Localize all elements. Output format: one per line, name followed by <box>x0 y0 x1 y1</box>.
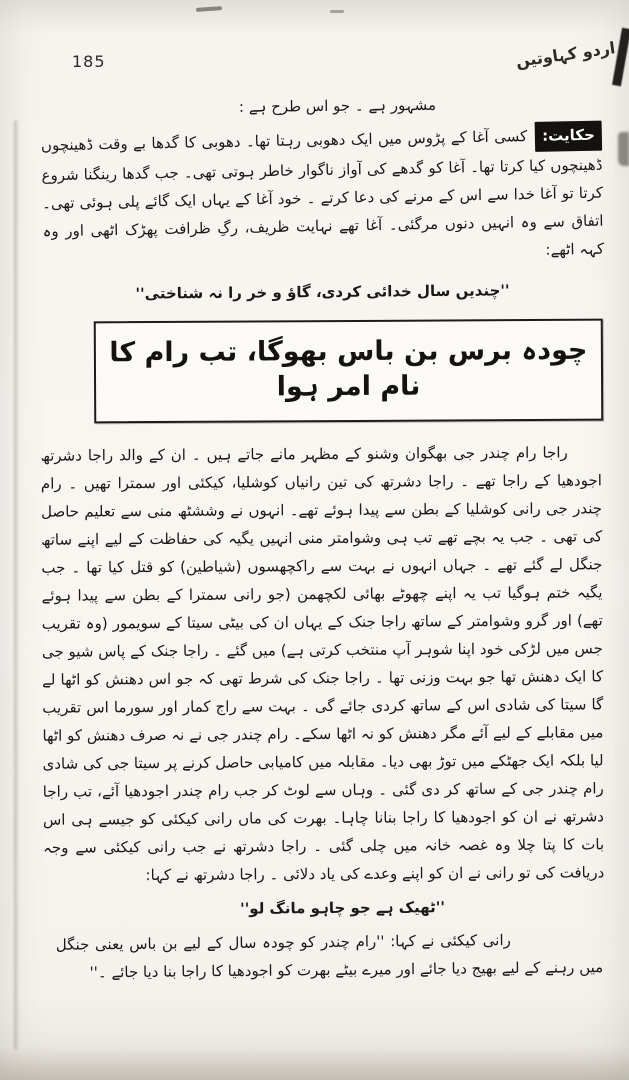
page-number: 185 <box>72 52 106 71</box>
proverb-heading: چودہ برس بن باس بھوگا، تب رام کا نام امر ہوا <box>109 334 588 403</box>
scan-shadow-left-edge <box>14 120 19 1050</box>
dashrath-quote: ''ٹھیک ہے جو چاہو مانگ لو'' <box>240 898 445 918</box>
scan-speck <box>196 6 222 12</box>
carryover-line: مشہور ہے ۔ جو اس طرح ہے : <box>238 95 437 116</box>
page-content <box>42 92 603 984</box>
proverb-heading-box <box>94 319 604 424</box>
scan-speck <box>330 10 344 13</box>
running-title: اردو کہاوتیں <box>514 38 617 71</box>
hikayat-label: حکایت: <box>535 121 602 152</box>
story-paragraph: راجا رام چندر جی بھگوان وشنو کے مظہر مانے جاتے ہیں ۔ ان کے والد راجا دشرتھ اجودھیا کے راجا تھے ۔ راجا دشرتھ کی تین رانیاں کوشلیا، کیکئی اور سمترا تھیں ۔ رام چندر جی رانی کوشلیا کے بطن سے پیدا ہوئے تھے۔ انہوں نے وششٹھ منی سے تعلیم حاصل کی تھی ۔ جب یہ بچے تھے تب ہی وشوامتر منی انہیں یگیہ کی حفاظت کے لیے اپنے ساتھ جنگل لے گئے تھے ۔ جہاں انہوں نے بہت سے راکچھسوں (شیاطین) کو قتل کیا تھا ۔ جب یگیہ ختم ہوگیا تب یہ اپنے چھوٹے بھائی لکچھمن (جو رانی سمترا کے بطن سے پیدا ہوئے تھے) اور گرو وشوامتر کے ساتھ راجا جنک کے یہاں ان کی بیٹی سیتا کے سویمور (وہ تقریب جس میں لڑکی خود اپنا شوہر آپ منتخب کرتی ہے) میں گئے ۔ راجا جنک کے پاس شیو جی کا ایک دھنش تھا جو بہت وزنی تھا ۔ راجا جنک کی شرط تھی کہ جو اس دھنش کو اٹھا لے گا سیتا کی شادی اس کے ساتھ کردی جائے گی ۔ بہت سے راج کمار اور سورما اس تقریب میں مقابلے کے لیے آئے مگر دھنش کو نہ اٹھا سکے۔ رام چندر جی نے نہ صرف دھنش کو اٹھا لیا بلکہ ایک جھٹکے میں توڑ بھی دیا۔ مقابلہ میں کامیابی حاصل کرنے پر سیتا جی کی شادی رام چندر جی کے ساتھ کر دی گئی ۔ وہاں سے لوٹ کر جب رام چندر اجودھیا آئے، تب راجا دشرتھ نے ان کو اجودھیا کا راجا بنانا چاہا۔ بھرت کی ماں رانی کیکئی کو جیسے ہی اس بات کا پتا چلا وہ غصہ خانہ میں چلی گئی ۔ راجا دشرتھ نے جب رانی کیکئی سے وجہ دریافت کی تو رانی نے ان کو اپنے وعدے کی یاد دلائی ۔ راجا دشرتھ نے کہا: <box>40 443 605 885</box>
scan-blob-right-edge <box>618 132 629 166</box>
hikayat-paragraph <box>41 121 605 274</box>
persian-verse: ''چندیں سال خدائی کردی، گاؤ و خر را نہ شناختی'' <box>135 281 510 303</box>
kaikeyi-demand: رانی کیکئی نے کہا: ''رام چندر کو چودہ سال کے لیے بن باس یعنی جنگل میں رہنے کے لیے بھیج دیا جائے اور میرے بیٹے بھرت کو اجودھیا کا راجا بنا دیا جائے ۔'' <box>55 931 604 982</box>
scan-shadow-bottom <box>0 1046 629 1080</box>
hikayat-text: کسی آغا کے پڑوس میں ایک دھوبی رہتا تھا۔ دھوبی کا گدھا بے وقت ڈھینچوں ڈھینچوں کیا کرتا تھا۔ آغا کو گدھے کی آواز ناگوار خاطر ہوتی تھی۔ جب گدھا رینگنا شروع کرتا تو آغا خدا سے اس کے مرنے کی دعا کرتے ۔ خود آغا کے یہاں ایک گائے پلی ہوئی تھی۔ اتفاق سے وہ انہیں دنوں مرگئی۔ آغا تھے نہایت ظریف، رگِ ظرافت پھڑک اٹھی اور وہ کہہ اٹھے: <box>40 127 605 259</box>
